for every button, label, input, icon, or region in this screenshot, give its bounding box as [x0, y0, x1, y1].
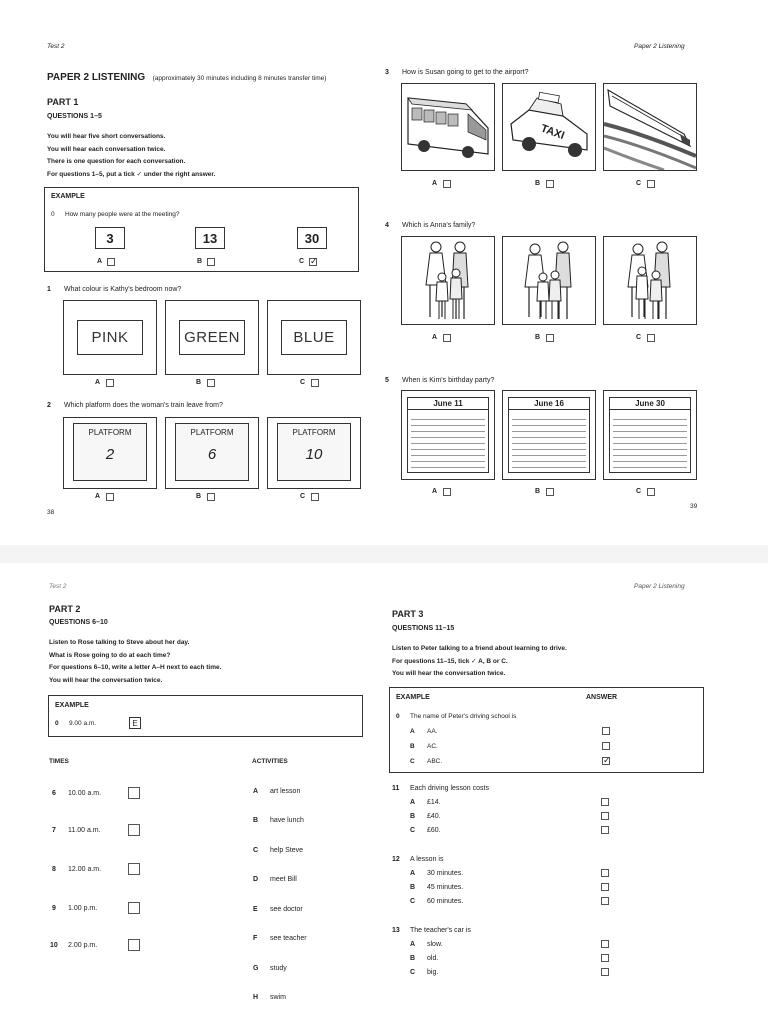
option-text: old.	[427, 955, 439, 962]
letter-c: C	[636, 488, 642, 495]
letter-b: B	[535, 180, 541, 187]
option-letter: B	[410, 813, 416, 820]
part2-title: PART 2	[49, 604, 81, 614]
page-header-left: Test 2	[49, 583, 67, 590]
activity-letter: A	[253, 788, 259, 795]
platform-number-c: 10	[305, 446, 323, 463]
q12-checkbox-c[interactable]	[601, 897, 609, 905]
calendar-date-a: June 11	[408, 398, 488, 410]
q1-word-c: BLUE	[293, 329, 335, 346]
example-question: The name of Peter's driving school is	[410, 713, 517, 720]
q4-number: 4	[385, 222, 389, 229]
example-answer-box[interactable]: E	[129, 717, 141, 729]
time-label: 10.00 a.m.	[68, 790, 102, 797]
activity-letter: C	[253, 847, 259, 854]
q3-question: How is Susan going to get to the airport?	[402, 69, 529, 76]
q1-word-a: PINK	[91, 329, 129, 346]
q5-checkbox-a[interactable]	[443, 488, 451, 496]
activity-letter: H	[253, 994, 259, 1001]
letter-a: A	[432, 180, 438, 187]
calendar-date-c: June 30	[610, 398, 690, 410]
option-letter: C	[410, 758, 415, 765]
q4-question: Which is Anna's family?	[402, 222, 476, 229]
option-text: ABC.	[427, 758, 443, 765]
instruction-line: You will hear the conversation twice.	[392, 670, 506, 677]
page-header-right: Paper 2 Listening	[634, 43, 685, 50]
q1-picture-b	[165, 300, 259, 375]
family-c-icon	[604, 237, 696, 324]
q12-question: A lesson is	[410, 856, 444, 863]
letter-c: C	[300, 379, 306, 386]
letter-b: B	[196, 493, 202, 500]
example-label: EXAMPLE	[396, 694, 430, 701]
calendar-b	[508, 397, 590, 473]
letter-a: A	[97, 258, 103, 265]
option-text: 45 minutes.	[427, 884, 464, 891]
instruction-line: For questions 6–10, write a letter A–H next to each time.	[49, 664, 222, 671]
letter-c: C	[636, 334, 642, 341]
bus-icon	[402, 84, 494, 170]
q5-picture-a	[401, 390, 495, 480]
calendar-a	[407, 397, 489, 473]
letter-a: A	[95, 493, 101, 500]
q4-picture-b	[502, 236, 596, 325]
option-text: 30 minutes.	[427, 870, 464, 877]
option-letter: C	[410, 898, 416, 905]
activity-text: art lesson	[270, 788, 301, 795]
answer-heading: ANSWER	[586, 694, 618, 701]
option-letter: B	[410, 743, 415, 750]
letter-b: B	[535, 334, 541, 341]
q2-checkbox-b[interactable]	[207, 493, 215, 501]
letter-a: A	[432, 334, 438, 341]
q1-card-a	[77, 320, 143, 355]
q4-checkbox-c[interactable]	[647, 334, 655, 342]
calendar-date-b: June 16	[509, 398, 589, 410]
page-number-39: 39	[690, 503, 698, 510]
example-option-b: 13	[195, 227, 225, 249]
option-letter: A	[410, 799, 416, 806]
calendar-c	[609, 397, 691, 473]
q5-checkbox-b[interactable]	[546, 488, 554, 496]
option-text: 60 minutes.	[427, 898, 464, 905]
example-checkbox-c[interactable]	[309, 258, 317, 266]
option-letter: A	[410, 870, 416, 877]
part3-example-box	[389, 687, 704, 773]
q2-sign-c	[277, 423, 351, 481]
q11-checkbox-c[interactable]	[601, 826, 609, 834]
q13-checkbox-a[interactable]	[601, 940, 609, 948]
letter-a: A	[432, 488, 438, 495]
q13-checkbox-b[interactable]	[601, 954, 609, 962]
option-text: £40.	[427, 813, 441, 820]
instruction-line: What is Rose going to do at each time?	[49, 651, 171, 659]
option-text: £14.	[427, 799, 441, 806]
letter-b: B	[196, 379, 202, 386]
q2-checkbox-c[interactable]	[311, 493, 319, 501]
example-label: EXAMPLE	[55, 702, 89, 709]
time-label: 11.00 a.m.	[68, 827, 101, 834]
q1-checkbox-b[interactable]	[207, 379, 215, 387]
activity-letter: G	[253, 965, 259, 972]
paper-title-sub: (approximately 30 minutes including 8 minutes transfer time)	[152, 75, 327, 82]
example-checkbox-a[interactable]	[107, 258, 115, 266]
q11-checkbox-b[interactable]	[601, 812, 609, 820]
option-text: AA.	[427, 728, 438, 735]
platform-number-b: 6	[207, 446, 217, 463]
time-answer-box[interactable]	[128, 863, 140, 875]
calendar-lines	[613, 414, 687, 468]
instruction-line: There is one question for each conversation.	[47, 158, 186, 165]
part3-instructions	[392, 643, 567, 681]
example-checkbox-b[interactable]	[602, 742, 610, 750]
option-letter: C	[410, 969, 416, 976]
time-number: 6	[52, 790, 56, 797]
q12-number: 12	[392, 856, 400, 863]
example-checkbox-c[interactable]	[602, 757, 610, 765]
letter-b: B	[535, 488, 541, 495]
calendar-lines	[411, 414, 485, 468]
time-answer-box[interactable]	[128, 902, 140, 914]
time-label: 12.00 a.m.	[68, 866, 102, 873]
part1-example-box	[44, 187, 359, 272]
q1-picture-a	[63, 300, 157, 375]
activity-letter: B	[253, 817, 259, 824]
instruction-line: Listen to Rose talking to Steve about her day.	[49, 639, 190, 646]
time-number: 9	[52, 905, 56, 912]
example-label: EXAMPLE	[51, 193, 85, 200]
calendar-lines	[512, 414, 586, 468]
example-time: 9.00 a.m.	[69, 720, 97, 727]
q13-question: The teacher's car is	[410, 927, 471, 934]
activity-text: see doctor	[270, 906, 303, 913]
activity-text: have lunch	[270, 817, 304, 824]
option-letter: C	[410, 827, 416, 834]
q1-picture-c	[267, 300, 361, 375]
q2-sign-a	[73, 423, 147, 481]
platform-label: PLATFORM	[190, 428, 234, 437]
example-checkbox-a[interactable]	[602, 727, 610, 735]
q2-picture-a	[63, 417, 157, 489]
part2-questions: QUESTIONS 6–10	[49, 619, 108, 626]
q2-picture-b	[165, 417, 259, 489]
q2-checkbox-a[interactable]	[106, 493, 114, 501]
instruction-line: For questions 11–15, tick ✓ A, B or C.	[392, 657, 508, 665]
q5-checkbox-c[interactable]	[647, 488, 655, 496]
activity-text: meet Bill	[270, 876, 297, 883]
q12-checkbox-b[interactable]	[601, 883, 609, 891]
letter-c: C	[299, 258, 305, 265]
activity-text: study	[270, 965, 287, 972]
platform-number-a: 2	[105, 446, 115, 463]
q1-checkbox-c[interactable]	[311, 379, 319, 387]
example-option-c: 30	[297, 227, 327, 249]
q2-question: Which platform does the woman's train leave from?	[64, 402, 223, 409]
example-number: 0	[55, 720, 59, 727]
example-checkbox-b[interactable]	[207, 258, 215, 266]
q3-checkbox-c[interactable]	[647, 180, 655, 188]
activity-text: swim	[270, 994, 286, 1001]
family-a-icon	[402, 237, 494, 324]
time-answer-box[interactable]	[128, 939, 140, 951]
q4-picture-c	[603, 236, 697, 325]
q1-card-b	[179, 320, 245, 355]
example-number: 0	[51, 211, 55, 218]
example-number: 0	[396, 713, 400, 720]
instruction-line: You will hear each conversation twice.	[47, 145, 166, 153]
q2-sign-b	[175, 423, 249, 481]
paper-title	[47, 67, 326, 85]
time-answer-box[interactable]	[128, 824, 140, 836]
q1-checkbox-a[interactable]	[106, 379, 114, 387]
q5-picture-c	[603, 390, 697, 480]
activity-letter: D	[253, 876, 259, 883]
family-b-icon	[503, 237, 595, 324]
q4-checkbox-b[interactable]	[546, 334, 554, 342]
q1-number: 1	[47, 286, 51, 293]
q3-number: 3	[385, 69, 389, 76]
q5-number: 5	[385, 377, 389, 384]
activity-letter: E	[253, 906, 258, 913]
q5-picture-b	[502, 390, 596, 480]
part2-example-box	[48, 695, 363, 737]
q3-checkbox-a[interactable]	[443, 180, 451, 188]
letter-a: A	[95, 379, 101, 386]
option-text: £60.	[427, 827, 441, 834]
option-letter: B	[410, 884, 416, 891]
q1-question: What colour is Kathy's bedroom now?	[64, 286, 182, 293]
time-answer-box[interactable]	[128, 787, 140, 799]
q3-checkbox-b[interactable]	[546, 180, 554, 188]
q2-picture-c	[267, 417, 361, 489]
letter-c: C	[300, 493, 306, 500]
q13-checkbox-c[interactable]	[601, 968, 609, 976]
example-option-a: 3	[95, 227, 125, 249]
q5-question: When is Kim's birthday party?	[402, 377, 495, 384]
instruction-line: Listen to Peter talking to a friend about learning to drive.	[392, 645, 567, 652]
taxi-sign: TAXI	[539, 122, 566, 143]
part1-questions: QUESTIONS 1–5	[47, 113, 102, 120]
q2-number: 2	[47, 402, 51, 409]
option-letter: A	[410, 728, 415, 735]
part1-title: PART 1	[47, 97, 79, 107]
time-label: 2.00 p.m.	[68, 942, 98, 949]
part3-questions: QUESTIONS 11–15	[392, 625, 455, 632]
q1-word-b: GREEN	[184, 329, 240, 346]
letter-c: C	[636, 180, 642, 187]
q11-number: 11	[392, 785, 400, 792]
q13-number: 13	[392, 927, 400, 934]
platform-label: PLATFORM	[292, 428, 336, 437]
q3-picture-c	[603, 83, 697, 171]
q11-question: Each driving lesson costs	[410, 785, 489, 792]
option-letter: B	[410, 955, 416, 962]
time-number: 7	[52, 827, 56, 834]
platform-label: PLATFORM	[88, 428, 132, 437]
activity-text: see teacher	[270, 935, 307, 942]
page-header-left: Test 2	[47, 43, 65, 50]
time-number: 8	[52, 866, 56, 873]
time-number: 10	[50, 942, 58, 949]
instruction-line: You will hear five short conversations.	[47, 133, 166, 140]
time-label: 1.00 p.m.	[68, 905, 98, 912]
option-text: slow.	[427, 941, 443, 948]
q12-checkbox-a[interactable]	[601, 869, 609, 877]
train-icon	[604, 84, 696, 170]
part3-title: PART 3	[392, 609, 424, 619]
part2-instructions	[49, 637, 221, 687]
q3-picture-b	[502, 83, 596, 171]
page-number-38: 38	[47, 509, 55, 516]
instruction-line: You will hear the conversation twice.	[49, 676, 163, 684]
q1-card-c	[281, 320, 347, 355]
example-question: How many people were at the meeting?	[65, 211, 180, 218]
page-divider	[0, 545, 768, 563]
paper-title-main: PAPER 2 LISTENING	[47, 72, 146, 83]
q3-picture-a	[401, 83, 495, 171]
activities-heading: ACTIVITIES	[252, 758, 288, 765]
taxi-icon	[503, 84, 595, 170]
option-letter: A	[410, 941, 416, 948]
q4-picture-a	[401, 236, 495, 325]
activity-text: help Steve	[270, 847, 304, 854]
option-text: AC.	[427, 743, 438, 750]
times-heading: TIMES	[49, 758, 69, 765]
q11-checkbox-a[interactable]	[601, 798, 609, 806]
letter-b: B	[197, 258, 203, 265]
part1-instructions	[47, 131, 215, 181]
option-text: big.	[427, 969, 439, 976]
activity-letter: F	[253, 935, 258, 942]
q4-checkbox-a[interactable]	[443, 334, 451, 342]
page-header-right: Paper 2 Listening	[634, 583, 685, 590]
instruction-line: For questions 1–5, put a tick ✓ under the right answer.	[47, 170, 216, 178]
